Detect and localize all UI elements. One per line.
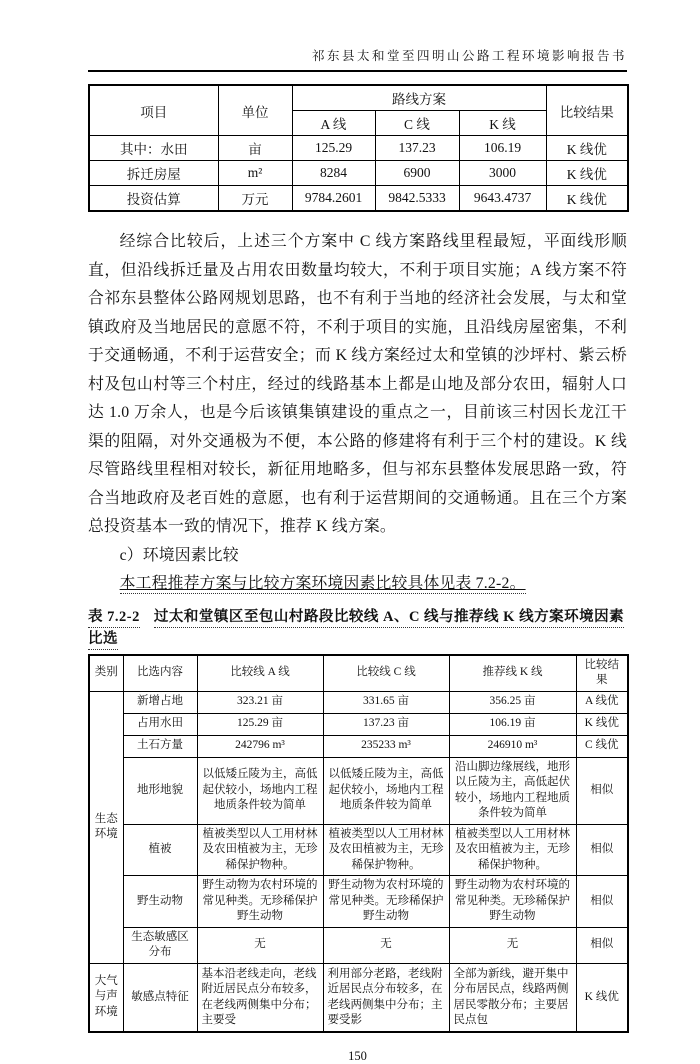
table-row bbox=[89, 186, 628, 212]
cell-c: 137.23 bbox=[375, 136, 459, 161]
table-row bbox=[89, 824, 628, 876]
cell-content: 野生动物 bbox=[123, 876, 197, 928]
table-row bbox=[89, 876, 628, 928]
cell-a: 323.21 亩 bbox=[197, 691, 323, 713]
table-row bbox=[89, 136, 628, 161]
table1-header-row1 bbox=[89, 85, 628, 111]
table-row bbox=[89, 691, 628, 713]
cell-k: 3000 bbox=[459, 161, 546, 186]
table-row bbox=[89, 713, 628, 735]
cell-a: 野生动物为农村环境的常见种类。无珍稀保护野生动物 bbox=[197, 876, 323, 928]
cell-result: 相似 bbox=[576, 757, 628, 824]
cell-k: 106.19 亩 bbox=[449, 713, 576, 735]
scheme-comparison-table bbox=[88, 84, 629, 212]
cell-a: 以低矮丘陵为主，高低起伏较小，场地内工程地质条件较为简单 bbox=[197, 757, 323, 824]
cell-k: 356.25 亩 bbox=[449, 691, 576, 713]
table-row bbox=[89, 757, 628, 824]
cell-a: 基本沿老线走向，老线附近居民点分布较多，在老线两侧集中分布；主要受 bbox=[197, 963, 323, 1032]
page-number: 150 bbox=[348, 1048, 367, 1063]
table2-caption-text: 过太和堂镇区至包山村路段比较线 A、C 线与推荐线 K 线方案环境因素比选 bbox=[88, 609, 624, 650]
cell-result: K 线优 bbox=[576, 963, 628, 1032]
cell-k: 246910 m³ bbox=[449, 735, 576, 757]
cell-a: 242796 m³ bbox=[197, 735, 323, 757]
cell-content: 生态敏感区分布 bbox=[123, 927, 197, 963]
cell-result: A 线优 bbox=[576, 691, 628, 713]
cell-k: 全部为新线，避开集中分布居民点，线路两侧居民零散分布；主要居民点包 bbox=[449, 963, 576, 1032]
cell-content: 占用水田 bbox=[123, 713, 197, 735]
cell-content: 地形地貌 bbox=[123, 757, 197, 824]
cell-result: K 线优 bbox=[576, 713, 628, 735]
cell-k: 沿山脚边缘展线，地形以丘陵为主，高低起伏较小，场地内工程地质条件较为简单 bbox=[449, 757, 576, 824]
cell-item: 拆迁房屋 bbox=[89, 161, 218, 186]
cell-a: 9784.2601 bbox=[292, 186, 375, 212]
table1-col-c: C 线 bbox=[375, 111, 459, 136]
table-row bbox=[89, 963, 628, 1032]
cell-unit: m² bbox=[218, 161, 292, 186]
cell-c: 137.23 亩 bbox=[323, 713, 449, 735]
cell-c: 331.65 亩 bbox=[323, 691, 449, 713]
cell-c: 无 bbox=[323, 927, 449, 963]
table1-col-k: K 线 bbox=[459, 111, 546, 136]
subheading-c: c）环境因素比较 bbox=[119, 546, 239, 564]
table2-caption-label: 表 7.2-2 bbox=[88, 609, 140, 628]
table-reference-text: 本工程推荐方案与比较方案环境因素比较具体见表 7.2-2。 bbox=[119, 575, 526, 592]
cell-c: 野生动物为农村环境的常见种类。无珍稀保护野生动物 bbox=[323, 876, 449, 928]
cell-result: 相似 bbox=[576, 927, 628, 963]
table1-col-group: 路线方案 bbox=[292, 85, 546, 111]
cell-result: C 线优 bbox=[576, 735, 628, 757]
cell-a: 8284 bbox=[292, 161, 375, 186]
cell-unit: 万元 bbox=[218, 186, 292, 212]
table1-col-item: 项目 bbox=[89, 85, 218, 136]
running-header bbox=[88, 46, 627, 72]
cell-content: 新增占地 bbox=[123, 691, 197, 713]
table2-col-category: 类别 bbox=[89, 655, 123, 692]
table-row bbox=[89, 927, 628, 963]
cell-k: 9643.4737 bbox=[459, 186, 546, 212]
cell-a: 植被类型以人工用材林及农田植被为主，无珍稀保护物种。 bbox=[197, 824, 323, 876]
cell-content: 植被 bbox=[123, 824, 197, 876]
table2-col-c: 比较线 C 线 bbox=[323, 655, 449, 692]
cell-item: 其中：水田 bbox=[89, 136, 218, 161]
table-row bbox=[89, 735, 628, 757]
body-paragraph: 经综合比较后，上述三个方案中 C 线方案路线里程最短，平面线形顺直，但沿线拆迁量及占用农田数量均较大，不利于项目实施；A 线方案不符合祁东县整体公路网规划思路，也不有利于当地的经济社会发展，与太和堂镇政府及当地居民的意愿不符，不利于项目的实施，且沿线房屋密集，不利于交通畅通，不利于运营安全；而 K 线方案经过太和堂镇的沙坪村、紫云桥村及包山村等三个村庄，经过的线路基本上都是山地及部分农田，辐射人口达 1.0 万余人，也是今后该镇集镇建设的重点之一，目前该三村因长龙江干渠的阻隔，对外交通极为不便，本公路的修建将有利于三个村的建设。K 线尽管路线里程相对较长，新征用地略多，但与祁东县整体发展思路一致，符合当地政府及老百姓的意愿，也有利于运营期间的交通畅通。且在三个方案总投资基本一致的情况下，推荐 K 线方案。 bbox=[88, 233, 627, 535]
report-title: 祁东县太和堂至四明山公路工程环境影响报告书 bbox=[311, 49, 627, 63]
table1-col-a: A 线 bbox=[292, 111, 375, 136]
cell-c: 以低矮丘陵为主，高低起伏较小，场地内工程地质条件较为简单 bbox=[323, 757, 449, 824]
table2-col-result: 比较结果 bbox=[576, 655, 628, 692]
cell-a: 无 bbox=[197, 927, 323, 963]
cell-c: 9842.5333 bbox=[375, 186, 459, 212]
category-air-cell: 大气与声环境 bbox=[89, 963, 123, 1032]
cell-c: 利用部分老路，老线附近居民点分布较多，在老线两侧集中分布；主要受影 bbox=[323, 963, 449, 1032]
cell-c: 植被类型以人工用材林及农田植被为主，无珍稀保护物种。 bbox=[323, 824, 449, 876]
cell-c: 6900 bbox=[375, 161, 459, 186]
category-eco-cell: 生态环境 bbox=[89, 691, 123, 963]
environment-factor-table bbox=[88, 654, 629, 1033]
table-row bbox=[89, 161, 628, 186]
cell-content: 土石方量 bbox=[123, 735, 197, 757]
table2-col-content: 比选内容 bbox=[123, 655, 197, 692]
table2-caption bbox=[88, 606, 627, 650]
cell-a: 125.29 亩 bbox=[197, 713, 323, 735]
cell-k: 106.19 bbox=[459, 136, 546, 161]
cell-k: 植被类型以人工用材林及农田植被为主，无珍稀保护物种。 bbox=[449, 824, 576, 876]
cell-c: 235233 m³ bbox=[323, 735, 449, 757]
table1-col-result: 比较结果 bbox=[546, 85, 628, 136]
table2-col-k: 推荐线 K 线 bbox=[449, 655, 576, 692]
cell-result: K 线优 bbox=[546, 161, 628, 186]
table2-header-row bbox=[89, 655, 628, 692]
cell-a: 125.29 bbox=[292, 136, 375, 161]
cell-k: 野生动物为农村环境的常见种类。无珍稀保护野生动物 bbox=[449, 876, 576, 928]
cell-result: 相似 bbox=[576, 824, 628, 876]
cell-result: 相似 bbox=[576, 876, 628, 928]
cell-item: 投资估算 bbox=[89, 186, 218, 212]
cell-k: 无 bbox=[449, 927, 576, 963]
cell-result: K 线优 bbox=[546, 136, 628, 161]
table-reference-line bbox=[120, 570, 627, 599]
cell-content: 敏感点特征 bbox=[123, 963, 197, 1032]
cell-unit: 亩 bbox=[218, 136, 292, 161]
cell-result: K 线优 bbox=[546, 186, 628, 212]
table2-col-a: 比较线 A 线 bbox=[197, 655, 323, 692]
table1-col-unit: 单位 bbox=[218, 85, 292, 136]
